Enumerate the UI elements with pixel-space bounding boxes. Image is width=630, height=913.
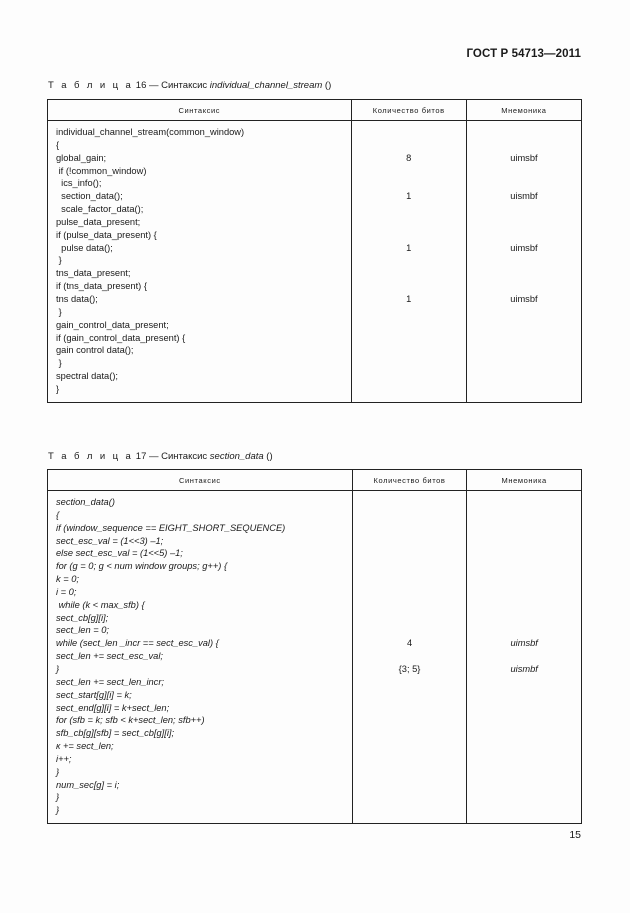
- syntax-line: tns data();: [56, 293, 98, 304]
- bits-value: [352, 254, 466, 267]
- syntax-line: for (sfb = k; sfb < k+sect_len; sfb++): [56, 715, 205, 726]
- syntax-line: sect_len = 0;: [56, 625, 109, 636]
- bits-value: [353, 779, 467, 792]
- bits-value: 4: [406, 638, 413, 649]
- syntax-line: gain_control_data_present;: [56, 319, 169, 330]
- bits-value: [352, 229, 466, 242]
- syntax-line: }: [56, 358, 62, 369]
- mnemonic-value: [467, 332, 581, 345]
- column-header-syntax: Синтаксис: [48, 470, 353, 491]
- bits-value: [352, 216, 466, 229]
- bits-value: 8: [406, 152, 412, 163]
- table-17-caption: [48, 451, 273, 462]
- mnemonic-value: [467, 139, 581, 152]
- syntax-line: while (sect_len _incr == sect_esc_val) {: [56, 638, 219, 649]
- syntax-column: [48, 121, 352, 403]
- syntax-line: {: [56, 139, 60, 150]
- syntax-line: sect_len += sect_len_incr;: [56, 676, 165, 687]
- syntax-line: }: [56, 792, 60, 803]
- syntax-line: }: [56, 306, 62, 317]
- bits-value: [352, 383, 466, 396]
- caption-number: 17 — Синтаксис: [135, 451, 208, 462]
- mnemonic-value: [467, 319, 581, 332]
- mnemonic-value: [467, 383, 581, 396]
- syntax-line: sect_len += sect_esc_val;: [56, 651, 163, 662]
- syntax-line: pulse_data_present;: [56, 216, 141, 227]
- mnemonic-value: [467, 714, 581, 727]
- mnemonic-value: [467, 126, 581, 139]
- syntax-line: if (window_sequence == EIGHT_SHORT_SEQUENCE): [56, 522, 286, 533]
- bits-value: [352, 165, 466, 178]
- bits-value: [353, 791, 467, 804]
- mnemonic-value: [467, 676, 581, 689]
- bits-value: [352, 306, 466, 319]
- column-header-bits: Количество битов: [352, 470, 467, 491]
- mnemonic-value: [467, 573, 581, 586]
- mnemonic-value: [467, 522, 581, 535]
- mnemonic-value: uismbf: [510, 191, 538, 202]
- syntax-line: sect_cb[g][i];: [56, 612, 109, 623]
- syntax-line: }: [56, 766, 60, 777]
- syntax-line: pulse data();: [56, 242, 113, 253]
- syntax-line: if (tns_data_present) {: [56, 281, 147, 292]
- bits-value: [353, 599, 467, 612]
- mnemonic-value: [467, 216, 581, 229]
- syntax-line: individual_channel_stream(common_window): [56, 127, 245, 137]
- caption-number: 16 — Синтаксис: [135, 80, 208, 91]
- bits-value: [353, 573, 467, 586]
- bits-value: [352, 203, 466, 216]
- mnemonic-value: [467, 612, 581, 625]
- document-standard-number: ГОСТ Р 54713—2011: [466, 48, 581, 60]
- syntax-line: i = 0;: [56, 586, 77, 597]
- syntax-line: sect_end[g][i] = k+sect_len;: [56, 702, 170, 713]
- syntax-line: ics_info();: [56, 178, 102, 189]
- bits-value: [353, 560, 467, 573]
- syntax-line: if (gain_control_data_present) {: [56, 332, 186, 343]
- bits-column: [351, 121, 466, 403]
- bits-value: [353, 496, 467, 509]
- syntax-line: sect_start[g][i] = k;: [56, 689, 132, 700]
- mnemonic-value: [467, 177, 581, 190]
- syntax-table-16: [47, 99, 582, 403]
- bits-value: [353, 547, 467, 560]
- bits-value: [353, 624, 467, 637]
- mnemonic-value: [467, 357, 581, 370]
- bits-value: [353, 714, 467, 727]
- bits-value: [353, 753, 467, 766]
- mnemonic-value: uimsbf: [510, 638, 538, 649]
- mnemonic-value: [467, 650, 581, 663]
- mnemonic-value: uismbf: [510, 663, 538, 674]
- syntax-line: gain control data();: [56, 345, 134, 356]
- mnemonic-value: [467, 509, 581, 522]
- table-16-caption: [48, 80, 331, 91]
- syntax-line: section_data();: [56, 191, 123, 202]
- mnemonic-value: [467, 229, 581, 242]
- bits-value: [353, 612, 467, 625]
- bits-value: [353, 535, 467, 548]
- syntax-line: sfb_cb[g][sfb] = sect_cb[g][i];: [56, 728, 175, 739]
- syntax-line: к += sect_len;: [56, 741, 114, 752]
- syntax-line: sect_esc_val = (1<<3) –1;: [56, 535, 164, 546]
- mnemonic-value: [467, 753, 581, 766]
- bits-value: [352, 139, 466, 152]
- mnemonic-value: [467, 586, 581, 599]
- mnemonic-value: uimsbf: [510, 152, 538, 163]
- column-header-mnemonic: Мнемоника: [466, 100, 581, 121]
- syntax-line: {: [56, 509, 60, 520]
- syntax-line: tns_data_present;: [56, 268, 131, 279]
- bits-value: [352, 344, 466, 357]
- bits-value: [352, 267, 466, 280]
- mnemonic-value: uimsbf: [510, 293, 538, 304]
- bits-value: [353, 650, 467, 663]
- mnemonic-value: [467, 804, 581, 817]
- bits-value: {3; 5}: [398, 663, 421, 674]
- syntax-line: if (pulse_data_present) {: [56, 229, 157, 240]
- syntax-line: i++;: [56, 753, 72, 764]
- syntax-line: global_gain;: [56, 152, 107, 163]
- mnemonic-value: [467, 370, 581, 383]
- syntax-table-17: [47, 469, 582, 824]
- bits-value: [352, 357, 466, 370]
- mnemonic-value: [467, 727, 581, 740]
- bits-value: [353, 727, 467, 740]
- bits-value: [352, 177, 466, 190]
- syntax-line: }: [56, 805, 60, 816]
- mnemonic-value: uimsbf: [510, 242, 538, 253]
- mnemonic-value: [467, 766, 581, 779]
- bits-value: [352, 280, 466, 293]
- mnemonic-value: [467, 344, 581, 357]
- caption-prefix: Т а б л и ц а: [48, 451, 134, 462]
- syntax-line: }: [56, 383, 60, 394]
- mnemonic-value: [467, 203, 581, 216]
- syntax-column: [48, 491, 353, 824]
- bits-value: [353, 804, 467, 817]
- mnemonic-value: [467, 779, 581, 792]
- bits-value: [353, 509, 467, 522]
- bits-value: [353, 702, 467, 715]
- mnemonic-value: [467, 702, 581, 715]
- syntax-line: else sect_esc_val = (1<<5) –1;: [56, 548, 183, 559]
- bits-value: 1: [406, 293, 412, 304]
- caption-function: section_data: [209, 451, 264, 462]
- mnemonic-value: [467, 306, 581, 319]
- mnemonic-value: [467, 280, 581, 293]
- caption-suffix: (): [266, 451, 273, 462]
- syntax-line: while (k < max_sfb) {: [56, 599, 145, 610]
- mnemonic-value: [467, 165, 581, 178]
- mnemonic-value: [467, 535, 581, 548]
- page-number: 15: [569, 829, 581, 841]
- mnemonic-value: [467, 267, 581, 280]
- mnemonic-value: [467, 791, 581, 804]
- syntax-line: }: [56, 663, 60, 674]
- column-header-bits: Количество битов: [351, 100, 466, 121]
- mnemonic-column: [467, 491, 582, 824]
- syntax-line: scale_factor_data();: [56, 204, 144, 215]
- mnemonic-value: [467, 689, 581, 702]
- mnemonic-value: [467, 599, 581, 612]
- bits-value: 1: [406, 242, 412, 253]
- bits-value: [352, 319, 466, 332]
- bits-value: [353, 689, 467, 702]
- syntax-line: for (g = 0; g < num window groups; g++) {: [56, 561, 228, 572]
- mnemonic-value: [467, 496, 581, 509]
- caption-function: individual_channel_stream: [209, 80, 323, 91]
- syntax-line: k = 0;: [56, 574, 79, 585]
- mnemonic-value: [467, 624, 581, 637]
- column-header-syntax: Синтаксис: [48, 100, 352, 121]
- syntax-line: if (!common_window): [56, 165, 147, 176]
- syntax-line: spectral data();: [56, 371, 119, 382]
- syntax-line: }: [56, 255, 62, 266]
- caption-prefix: Т а б л и ц а: [48, 80, 134, 91]
- bits-value: 1: [406, 191, 412, 202]
- mnemonic-value: [467, 254, 581, 267]
- bits-value: [352, 126, 466, 139]
- column-header-mnemonic: Мнемоника: [467, 470, 582, 491]
- bits-column: [352, 491, 467, 824]
- bits-value: [352, 370, 466, 383]
- mnemonic-value: [467, 560, 581, 573]
- caption-suffix: (): [324, 80, 332, 91]
- bits-value: [353, 522, 467, 535]
- syntax-line: section_data(): [56, 497, 115, 507]
- bits-value: [353, 766, 467, 779]
- mnemonic-column: [466, 121, 581, 403]
- bits-value: [352, 332, 466, 345]
- mnemonic-value: [467, 740, 581, 753]
- bits-value: [353, 676, 467, 689]
- bits-value: [353, 586, 467, 599]
- mnemonic-value: [467, 547, 581, 560]
- syntax-line: num_sec[g] = i;: [56, 779, 120, 790]
- bits-value: [353, 740, 467, 753]
